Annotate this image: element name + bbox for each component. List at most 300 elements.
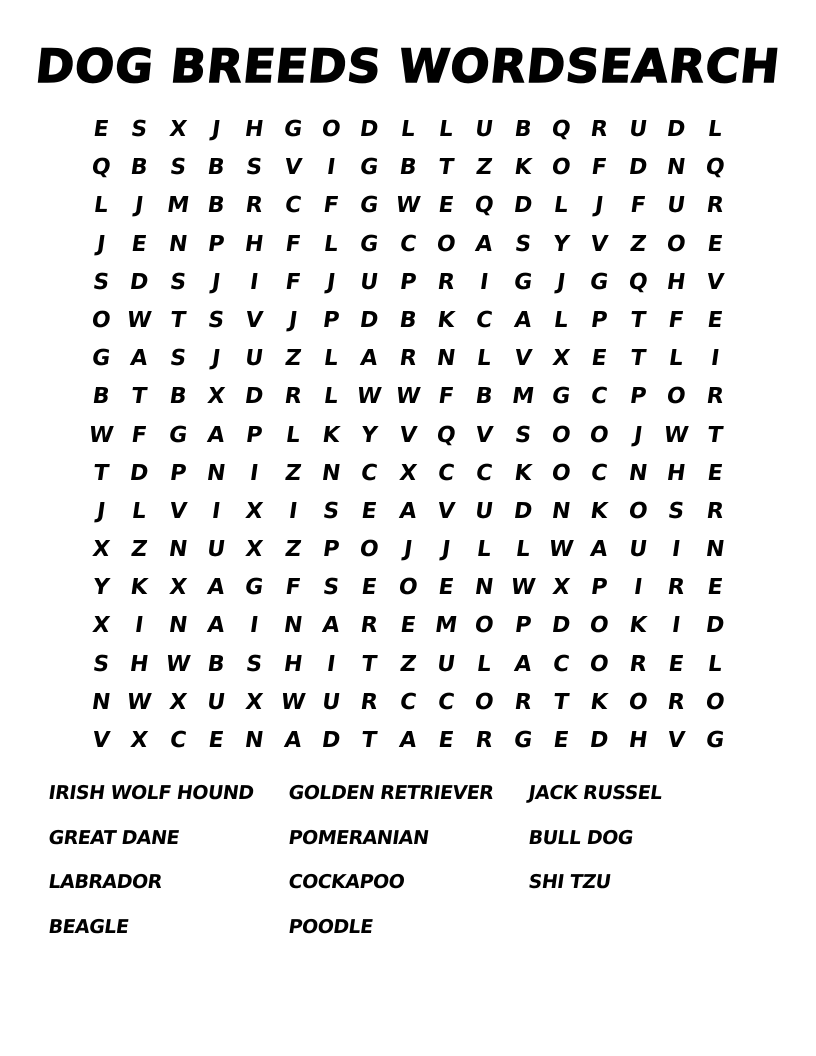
grid-letter: V [704,269,725,295]
grid-letter: B [512,116,534,142]
grid-letter: E [705,574,724,600]
grid-letter: L [552,192,571,218]
grid-letter: C [474,307,495,333]
grid-letter: I [478,269,491,295]
grid-letter: A [205,613,227,639]
grid-letter: E [667,651,686,677]
grid-letter: F [628,192,648,218]
grid-letter: F [283,574,303,600]
grid-letter: I [210,498,223,524]
grid-letter: K [589,498,610,524]
grid-letter: S [321,498,341,524]
grid-letter: R [244,192,265,218]
grid-letter: S [513,231,533,257]
grid-letter: T [168,307,188,333]
grid-letter: W [278,689,307,715]
grid-letter: U [473,116,496,142]
grid-letter: G [358,192,381,218]
grid-letter: C [589,460,610,486]
grid-letter: N [205,460,228,486]
grid-letter: E [436,727,456,753]
grid-letter: O [626,498,650,524]
grid-letter: H [665,269,688,295]
grid-letter: T [705,422,724,448]
grid-letter: O [90,307,113,333]
grid-letter: P [628,383,648,409]
grid-letter: P [321,536,342,562]
grid-letter: V [397,422,419,448]
grid-letter: T [628,307,648,333]
word-list-item: BEAGLE [47,915,131,938]
grid-letter: P [168,460,188,486]
grid-letter: X [244,689,265,715]
word-list-item: POMERANIAN [287,826,431,849]
grid-letter: R [359,689,380,715]
grid-letter: N [166,613,189,639]
grid-letter: D [627,154,649,180]
grid-letter: X [167,574,189,600]
grid-letter: K [435,307,457,333]
grid-letter: X [551,345,572,371]
grid-letter: G [282,116,304,142]
grid-letter: J [555,269,568,295]
grid-letter: W [509,574,537,600]
grid-letter: D [320,727,343,753]
grid-letter: B [397,307,419,333]
grid-letter: P [321,307,342,333]
grid-letter: J [133,192,146,218]
grid-letter: D [512,192,534,218]
grid-letter: G [243,574,266,600]
grid-letter: D [512,498,534,524]
grid-letter: K [589,689,610,715]
grid-letter: Z [398,651,418,677]
grid-letter: O [550,422,573,448]
grid-letter: E [705,460,724,486]
grid-letter: O [550,460,573,486]
grid-letter: T [552,689,571,715]
grid-letter: B [129,154,150,180]
grid-letter: H [128,651,151,677]
grid-letter: R [704,192,725,218]
grid-letter: E [130,231,149,257]
grid-letter: E [206,727,226,753]
word-list-item: POODLE [287,915,375,938]
grid-letter: D [665,116,688,142]
grid-letter: O [588,651,611,677]
grid-letter: L [284,422,302,448]
grid-letter: I [325,154,338,180]
grid-letter: B [167,383,189,409]
grid-letter: G [358,154,381,180]
grid-letter: Q [550,116,573,142]
grid-letter: O [396,574,420,600]
grid-letter: A [359,345,380,371]
grid-letter: T [91,460,111,486]
grid-letter: U [665,192,688,218]
grid-letter: O [473,613,496,639]
grid-letter: R [512,689,534,715]
grid-letter: W [662,422,691,448]
grid-letter: I [708,345,721,371]
grid-letter: A [129,345,150,371]
grid-letter: X [167,116,189,142]
word-list [48,775,768,953]
grid-letter: C [398,231,418,257]
grid-letter: V [90,727,112,753]
grid-letter: N [90,689,113,715]
grid-letter: P [206,231,227,257]
grid-letter: P [589,574,610,600]
grid-letter: O [626,689,650,715]
grid-letter: Q [90,154,113,180]
grid-letter: N [473,574,496,600]
grid-letter: S [129,116,150,142]
grid-letter: E [398,613,418,639]
grid-letter: H [665,460,688,486]
grid-letter: N [627,460,649,486]
grid-letter: Z [474,154,495,180]
grid-letter: D [588,727,611,753]
grid-letter: R [436,269,457,295]
grid-letter: V [282,154,304,180]
grid-letter: O [703,689,726,715]
grid-letter: D [128,460,151,486]
grid-letter: J [325,269,338,295]
grid-letter: E [590,345,609,371]
grid-letter: J [210,116,223,142]
grid-letter: X [129,727,150,753]
grid-letter: J [210,345,223,371]
word-list-item: COCKAPOO [287,871,406,893]
grid-letter: G [512,727,534,753]
grid-letter: O [665,383,688,409]
grid-letter: A [320,613,342,639]
grid-letter: C [589,383,610,409]
grid-letter: U [358,269,381,295]
grid-letter: S [168,154,188,180]
grid-letter: C [474,460,495,486]
grid-letter: J [210,269,223,295]
grid-letter: I [670,536,683,562]
grid-letter: X [244,498,265,524]
grid-letter: C [436,689,457,715]
grid-letter: U [435,651,457,677]
grid-letter: Y [551,231,572,257]
grid-letter: I [248,460,261,486]
grid-letter: S [321,574,341,600]
grid-letter: Z [283,460,303,486]
grid-letter: C [436,460,457,486]
word-list-item: IRISH WOLF HOUND [47,782,256,804]
grid-letter: H [243,231,266,257]
grid-letter: C [398,689,418,715]
grid-letter: F [321,192,341,218]
grid-letter: A [397,727,419,753]
grid-letter: D [243,383,266,409]
grid-letter: U [627,536,649,562]
grid-letter: Q [473,192,496,218]
grid-letter: N [703,536,726,562]
grid-letter: O [550,154,573,180]
grid-letter: K [129,574,150,600]
grid-letter: A [397,498,419,524]
grid-letter: T [628,345,648,371]
grid-letter: Y [91,574,111,600]
grid-letter: U [205,536,227,562]
grid-letter: K [512,460,534,486]
grid-letter: E [360,574,379,600]
grid-letter: L [475,651,494,677]
letter-grid [82,110,734,760]
grid-letter: N [665,154,688,180]
grid-letter: E [360,498,379,524]
grid-letter: R [474,727,495,753]
grid-letter: U [320,689,342,715]
grid-letter: O [588,422,611,448]
grid-letter: G [588,269,611,295]
grid-letter: K [320,422,342,448]
grid-letter: T [130,383,149,409]
grid-letter: D [703,613,726,639]
grid-letter: J [95,231,108,257]
grid-letter: L [437,116,456,142]
grid-letter: S [91,651,111,677]
grid-letter: S [244,154,265,180]
grid-letter: X [167,689,189,715]
grid-letter: L [322,231,341,257]
grid-letter: R [666,574,687,600]
grid-letter: A [589,536,610,562]
grid-letter: A [205,422,227,448]
grid-letter: F [283,231,303,257]
grid-letter: D [358,116,381,142]
grid-letter: N [435,345,458,371]
grid-letter: V [589,231,610,257]
grid-letter: W [87,422,116,448]
grid-letter: L [514,536,532,562]
grid-letter: T [360,727,379,753]
grid-letter: P [589,307,610,333]
grid-letter: L [705,116,724,142]
grid-letter: W [355,383,384,409]
grid-letter: I [248,613,261,639]
grid-letter: I [248,269,261,295]
grid-letter: N [550,498,573,524]
grid-letter: K [512,154,534,180]
grid-letter: U [627,116,649,142]
grid-letter: T [360,651,379,677]
grid-letter: Q [435,422,458,448]
grid-letter: L [667,345,686,371]
grid-letter: G [90,345,112,371]
grid-letter: R [359,613,380,639]
grid-letter: J [287,307,299,333]
grid-letter: S [206,307,226,333]
grid-letter: C [168,727,188,753]
grid-letter: O [473,689,496,715]
grid-letter: J [95,498,108,524]
grid-letter: U [243,345,266,371]
grid-letter: B [474,383,495,409]
grid-letter: I [632,574,644,600]
grid-letter: T [436,154,456,180]
grid-letter: J [402,536,414,562]
grid-letter: I [133,613,146,639]
grid-letter: X [397,460,419,486]
grid-letter: N [243,727,266,753]
grid-letter: Z [283,345,303,371]
grid-letter: X [205,383,227,409]
grid-letter: D [550,613,573,639]
grid-letter: S [91,269,111,295]
grid-letter: S [168,269,188,295]
grid-letter: P [244,422,265,448]
grid-letter: I [287,498,299,524]
grid-letter: G [703,727,726,753]
grid-letter: L [322,345,341,371]
grid-letter: E [705,307,724,333]
grid-letter: V [474,422,495,448]
grid-letter: W [394,383,422,409]
grid-letter: R [627,651,649,677]
grid-letter: W [163,651,192,677]
grid-letter: V [167,498,189,524]
grid-letter: H [281,651,304,677]
grid-letter: P [513,613,533,639]
grid-letter: R [666,689,687,715]
grid-letter: J [440,536,453,562]
grid-letter: Q [703,154,726,180]
grid-letter: Q [626,269,650,295]
grid-letter: R [589,116,610,142]
grid-letter: A [205,574,227,600]
grid-letter: R [282,383,304,409]
grid-letter: H [243,116,266,142]
grid-letter: E [436,574,456,600]
grid-letter: N [166,231,189,257]
grid-letter: U [473,498,496,524]
grid-letter: Y [359,422,380,448]
grid-letter: Z [628,231,648,257]
grid-letter: X [551,574,572,600]
grid-letter: U [205,689,227,715]
grid-letter: L [475,345,494,371]
grid-letter: S [168,345,188,371]
grid-letter: F [436,383,456,409]
word-list-item: GOLDEN RETRIEVER [287,782,495,804]
grid-letter: L [399,116,417,142]
grid-letter: S [666,498,687,524]
grid-letter: G [167,422,189,448]
grid-letter: E [705,231,724,257]
grid-letter: L [92,192,110,218]
grid-letter: J [632,422,644,448]
grid-letter: G [358,231,381,257]
grid-letter: E [436,192,456,218]
grid-letter: Z [283,536,303,562]
grid-letter: E [91,116,111,142]
grid-letter: G [550,383,573,409]
grid-letter: Z [129,536,150,562]
grid-letter: X [90,613,112,639]
grid-letter: M [510,383,536,409]
grid-letter: F [667,307,686,333]
grid-letter: K [627,613,649,639]
grid-letter: F [590,154,609,180]
grid-letter: L [552,307,571,333]
grid-letter: A [474,231,495,257]
grid-letter: F [283,269,303,295]
grid-letter: L [322,383,341,409]
grid-letter: R [397,345,419,371]
grid-letter: V [244,307,265,333]
grid-letter: B [206,192,227,218]
word-list-item: BULL DOG [527,826,635,849]
grid-letter: L [130,498,149,524]
grid-letter: P [398,269,418,295]
grid-letter: L [475,536,494,562]
grid-letter: S [244,651,265,677]
grid-letter: F [130,422,149,448]
grid-letter: I [670,613,683,639]
grid-letter: R [704,383,725,409]
grid-letter: O [320,116,343,142]
grid-letter: A [512,307,534,333]
grid-letter: B [206,651,227,677]
grid-letter: B [91,383,112,409]
grid-letter: E [552,727,571,753]
page-title: DOG BREEDS WORDSEARCH [33,39,783,93]
grid-letter: D [358,307,381,333]
grid-letter: O [435,231,458,257]
word-list-item: LABRADOR [47,871,164,893]
grid-letter: X [90,536,112,562]
grid-letter: W [125,689,154,715]
grid-letter: W [394,192,422,218]
grid-letter: B [397,154,419,180]
grid-letter: M [433,613,459,639]
grid-letter: I [325,651,338,677]
grid-letter: J [593,192,606,218]
grid-letter: G [512,269,534,295]
grid-letter: V [666,727,687,753]
grid-letter: M [165,192,191,218]
grid-letter: S [513,422,533,448]
grid-letter: H [627,727,649,753]
word-list-item: SHI TZU [527,871,613,893]
word-list-item: GREAT DANE [47,826,181,849]
word-list-item: JACK RUSSEL [527,782,664,804]
grid-letter: V [435,498,457,524]
grid-letter: C [551,651,572,677]
grid-letter: B [206,154,227,180]
grid-letter: W [547,536,576,562]
grid-letter: N [166,536,189,562]
grid-letter: V [512,345,534,371]
grid-letter: D [128,269,151,295]
grid-letter: A [282,727,304,753]
grid-letter: O [588,613,611,639]
grid-letter: O [665,231,688,257]
grid-letter: R [704,498,725,524]
grid-letter: W [125,307,154,333]
grid-letter: C [359,460,380,486]
grid-letter: L [705,651,724,677]
grid-letter: X [244,536,265,562]
grid-letter: N [281,613,304,639]
grid-letter: O [358,536,381,562]
